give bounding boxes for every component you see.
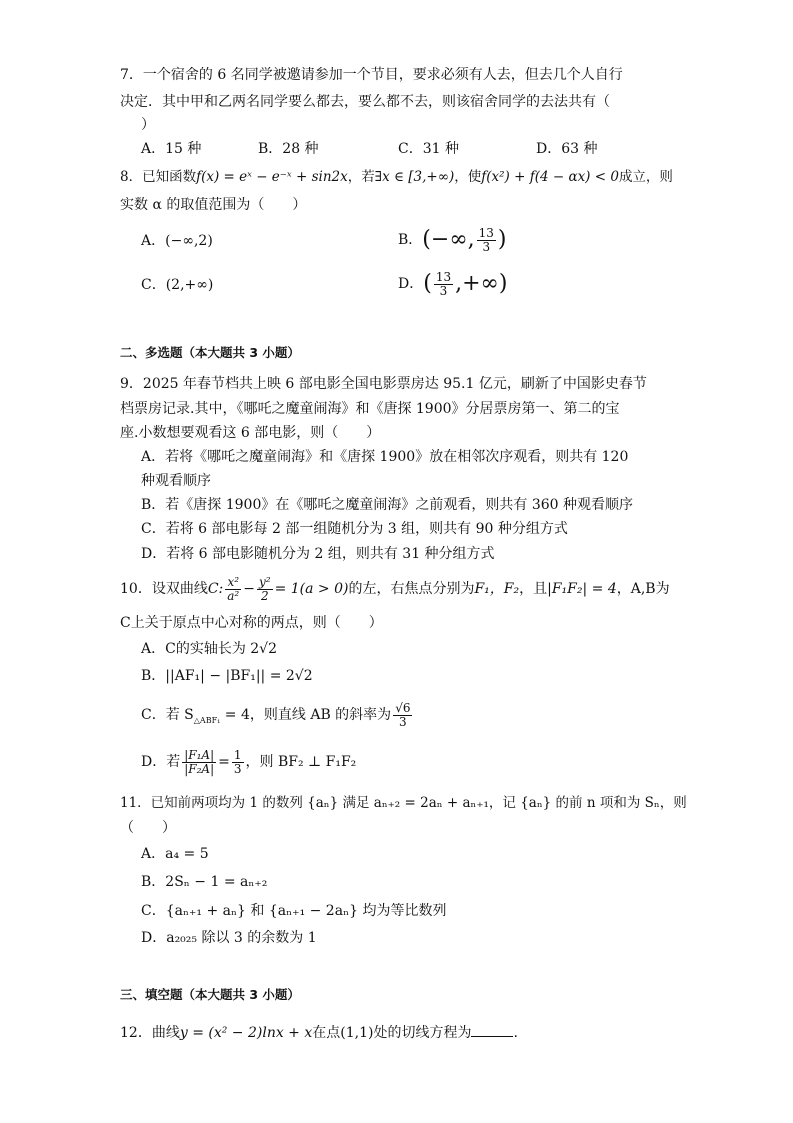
q10-option-c: C．若 $S_{\triangle ABF_1} = 4$，则直线 AB 的斜率为 $\frac{√6}{3}$ (141, 700, 411, 729)
q10-frac-x: $\frac{\text{x²}}{\text{a²}}$ (227, 574, 240, 603)
section-heading-multiple-choice: 二、多选题（本大题共 3 小题） (120, 345, 300, 360)
q11-option-d: D．a₂₀₂₅ 除以 3 的余数为 1 (141, 930, 317, 946)
q11-line1: 11．已知前两项均为 1 的数列 {aₙ} 满足 aₙ₊₂ = 2aₙ + aₙ₊₁，记 {aₙ} 的前 n 项和为 Sₙ，则 (120, 795, 687, 811)
q9-line2: 档票房记录.其中，《哪吒之魔童闹海》和《唐探 1900》分居票房第一、第二的宝 (120, 401, 620, 417)
q9-line3: 座.小数想要观看这 6 部电影，则（ ） (120, 425, 381, 441)
q10-option-d-ratio: $\frac{\text{|F₁A|}}{\text{|F₂A|}}$ (184, 747, 215, 776)
q12-answer-blank (471, 1022, 513, 1037)
q9-line1: 9．2025 年春节档共上映 6 部电影全国电影票房达 95.1 亿元，刷新了中国影史春节 (120, 376, 647, 392)
q9-option-a-line1: A．若将《哪吒之魔童闹海》和《唐探 1900》放在相邻次序观看，则共有 120 (141, 449, 629, 465)
q10-option-d: D．若 $\frac{\text{|F₁A|}}{\text{|F₂A|}}$ = $\frac{1}{3}$ ，则 BF₂ ⊥ F₁F₂ (141, 747, 357, 776)
q7-line1: 7．一个宿舍的 6 名同学被邀请参加一个节目，要求必须有人去，但去几个人自行 (120, 67, 623, 83)
q8-option-a-value: (−∞,2) (165, 233, 213, 249)
q7-option-d: D．63 种 (536, 141, 598, 157)
q8-inequality: f(x²) + f(4 − αx) < 0 (481, 169, 619, 185)
q8-mid: ，若 (347, 169, 375, 185)
q9-option-d: D．若将 6 部电影随机分为 2 组，则共有 31 种分组方式 (141, 546, 495, 562)
q7-option-c: C．31 种 (398, 141, 459, 157)
q8-option-c-value: (2,+∞) (165, 277, 214, 293)
q11-option-c: C．{aₙ₊₁ + aₙ} 和 {aₙ₊₁ − 2aₙ} 均为等比数列 (141, 903, 447, 919)
q11-option-b: B．2Sₙ − 1 = aₙ₊₂ (141, 874, 268, 890)
q8-number: 8．已知函数 (120, 169, 197, 185)
q8-option-b: B．(−∞, $\frac{13}{3}$ ) (398, 225, 507, 254)
q10-option-b: B．||AF₁| − |BF₁|| = 2√2 (141, 668, 313, 684)
q8-option-a: A．(−∞,2) (141, 233, 213, 249)
q8-function: f(x) = eˣ − e⁻ˣ + sin2x (196, 169, 348, 185)
q8-option-d-fraction: $\frac{13}{3}$ (435, 269, 452, 298)
q8-option-d: D．( $\frac{13}{3}$ ,+∞) (398, 269, 508, 298)
q11-option-a: A．a₄ = 5 (141, 846, 209, 862)
q7-line2: 决定．其中甲和乙两名同学要么都去，要么都不去，则该宿舍同学的去法共有（ (120, 94, 610, 110)
q10-line2: C上关于原点中心对称的两点，则（ ） (120, 615, 383, 631)
q7-option-b: B．28 种 (258, 141, 319, 157)
q12-line1: 12．曲线y = (x² − 2)lnx + x在点(1,1)处的切线方程为 . (120, 1022, 518, 1042)
q8-mid2: ，使 (454, 169, 482, 185)
q8-option-c: C．(2,+∞) (141, 277, 214, 293)
q11-line2: （ ） (120, 820, 176, 836)
q8-option-b-fraction: $\frac{13}{3}$ (478, 225, 494, 254)
q10-option-a: A．C的实轴长为 2√2 (141, 641, 278, 657)
q8-line1 (120, 168, 673, 186)
q10-option-c-fraction: $\frac{√6}{3}$ (395, 700, 411, 729)
q10-frac-y: $\frac{\text{y²}}{2}$ (258, 574, 271, 603)
q7-line3: ） (141, 117, 155, 133)
q8-condition: ∃x ∈ [3,+∞) (374, 169, 455, 185)
q9-option-b: B．若《唐探 1900》在《哪吒之魔童闹海》之前观看，则共有 360 种观看顺序 (141, 497, 633, 513)
q9-option-a-line2: 种观看顺序 (141, 473, 211, 489)
q7-option-a: A．15 种 (141, 141, 202, 157)
q8-tail: 成立，则 (618, 169, 673, 185)
q9-option-c: C．若将 6 部电影每 2 部一组随机分为 3 组，则共有 90 种分组方式 (141, 521, 568, 537)
q8-line2: 实数 α 的取值范围为（ ） (120, 197, 307, 213)
section-heading-fill-in: 三、填空题（本大题共 3 小题） (120, 987, 300, 1002)
q10-line1: 10．设双曲线C: $\frac{\text{x²}}{\text{a²}}$ − $\frac{\text{y²}}{2}$ = 1(a > 0)的左，右焦点分别为F₁，F₂，且|F₁F₂| = 4，A,B为 (120, 574, 670, 603)
q10-option-d-fraction: $\frac{1}{3}$ (233, 747, 242, 776)
